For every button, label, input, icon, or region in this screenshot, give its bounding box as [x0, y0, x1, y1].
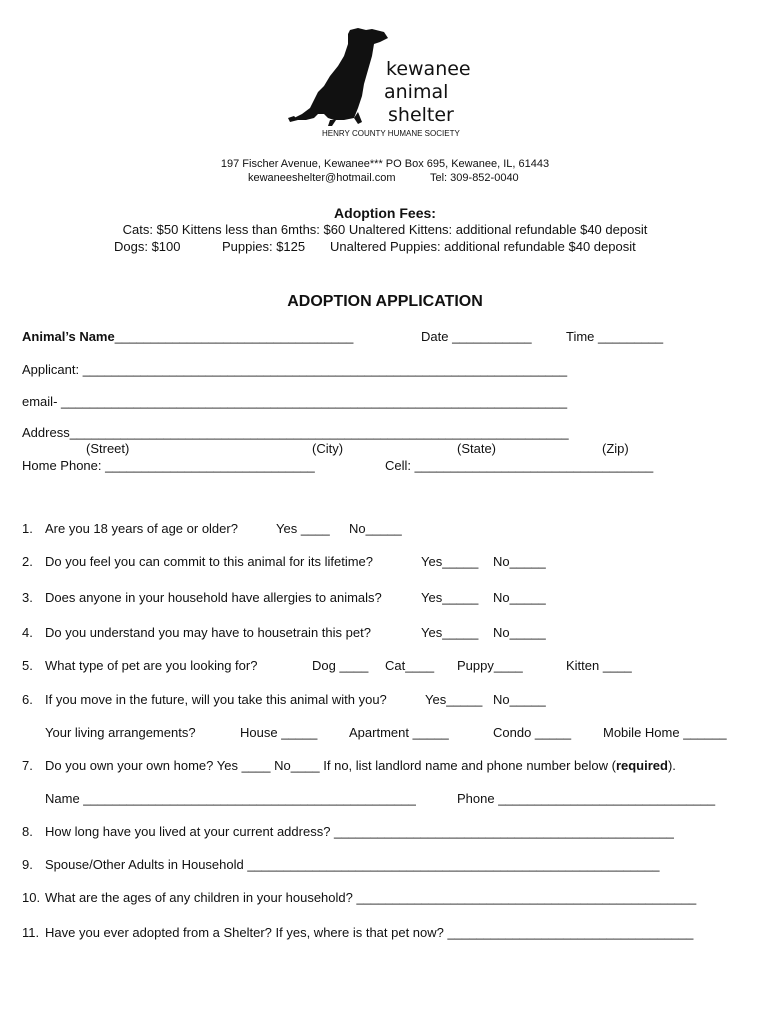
fees-title: Adoption Fees:	[334, 205, 436, 221]
q7-main: Do you own your own home? Yes ____ No____ If no, list landlord name and phone number below (	[45, 758, 616, 773]
q5-text: What type of pet are you looking for?	[45, 658, 258, 673]
animal-name-blank: _________________________________	[114, 329, 354, 344]
q4-no[interactable]: No_____	[493, 625, 546, 640]
landlord-name-field[interactable]: Name ______________________________________________	[45, 791, 416, 806]
fees-line-cats: Cats: $50 Kittens less than 6mths: $60 Unaltered Kittens: additional refundable $40 deposit	[122, 222, 648, 237]
q2-no[interactable]: No_____	[493, 554, 546, 569]
time-field[interactable]: Time _________	[566, 329, 664, 344]
logo-text-animal: animal	[384, 81, 449, 103]
email-field[interactable]: email- ______________________________________________________________________	[22, 394, 568, 409]
q4-number: 4.	[22, 625, 33, 640]
q3-yes[interactable]: Yes_____	[421, 590, 479, 605]
q5-kitten[interactable]: Kitten ____	[566, 658, 632, 673]
q1-text: Are you 18 years of age or older?	[45, 521, 238, 536]
q7-number: 7.	[22, 758, 33, 773]
q7-required: required	[615, 758, 668, 773]
q10-number: 10.	[22, 890, 41, 905]
applicant-field[interactable]: Applicant: ___________________________________________________________________	[22, 362, 568, 377]
q1-yes[interactable]: Yes ____	[276, 521, 330, 536]
q9-number: 9.	[22, 857, 33, 872]
q11-number: 11.	[22, 925, 40, 940]
q5-puppy[interactable]: Puppy____	[457, 658, 523, 673]
logo-text-kewanee: kewanee	[386, 58, 471, 80]
q1-no[interactable]: No_____	[349, 521, 402, 536]
q6-yes[interactable]: Yes_____	[425, 692, 483, 707]
q2-text: Do you feel you can commit to this animal for its lifetime?	[45, 554, 374, 569]
home-phone-field[interactable]: Home Phone: _____________________________	[22, 458, 315, 473]
living-apartment[interactable]: Apartment _____	[349, 725, 449, 740]
shelter-phone: Tel: 309-852-0040	[430, 172, 519, 184]
q9-text[interactable]: Spouse/Other Adults in Household _________________________________________________________	[45, 857, 660, 872]
q2-number: 2.	[22, 554, 33, 569]
logo-text-shelter: shelter	[388, 104, 454, 126]
q8-number: 8.	[22, 824, 33, 839]
shelter-email: kewaneeshelter@hotmail.com	[248, 172, 396, 184]
q3-no[interactable]: No_____	[493, 590, 546, 605]
q11-text[interactable]: Have you ever adopted from a Shelter? If yes, where is that pet now? __________________________________	[45, 925, 694, 940]
fees-puppies: Puppies: $125	[222, 239, 306, 254]
living-mobile-home[interactable]: Mobile Home ______	[603, 725, 727, 740]
animal-name-label: Animal’s Name	[22, 329, 115, 344]
q4-text: Do you understand you may have to housetrain this pet?	[45, 625, 371, 640]
form-title: ADOPTION APPLICATION	[287, 293, 483, 310]
q1-number: 1.	[22, 521, 33, 536]
zip-label: (Zip)	[602, 441, 629, 456]
q3-text: Does anyone in your household have allergies to animals?	[45, 590, 382, 605]
state-label: (State)	[457, 441, 497, 456]
cell-field[interactable]: Cell: _________________________________	[385, 458, 654, 473]
street-label: (Street)	[86, 441, 130, 456]
q2-yes[interactable]: Yes_____	[421, 554, 479, 569]
shelter-address: 197 Fischer Avenue, Kewanee*** PO Box 695, Kewanee, IL, 61443	[220, 158, 550, 170]
fees-dogs: Dogs: $100	[114, 239, 181, 254]
living-house[interactable]: House _____	[240, 725, 318, 740]
q7-end: ).	[667, 758, 676, 773]
landlord-phone-field[interactable]: Phone ______________________________	[457, 791, 716, 806]
q10-text[interactable]: What are the ages of any children in your household? _______________________________________________	[45, 890, 697, 905]
dog-logo-icon	[288, 26, 398, 128]
q5-number: 5.	[22, 658, 33, 673]
date-field[interactable]: Date ___________	[421, 329, 532, 344]
city-label: (City)	[312, 441, 344, 456]
living-condo[interactable]: Condo _____	[493, 725, 572, 740]
q5-cat[interactable]: Cat____	[385, 658, 435, 673]
q8-text[interactable]: How long have you lived at your current address? _______________________________________________	[45, 824, 674, 839]
q6-text: If you move in the future, will you take this animal with you?	[45, 692, 387, 707]
q3-number: 3.	[22, 590, 33, 605]
q7-text[interactable]	[45, 758, 676, 773]
q4-yes[interactable]: Yes_____	[421, 625, 479, 640]
q6-no[interactable]: No_____	[493, 692, 546, 707]
q5-dog[interactable]: Dog ____	[312, 658, 369, 673]
fees-unaltered-puppies: Unaltered Puppies: additional refundable $40 deposit	[330, 239, 636, 254]
living-arrangements-label: Your living arrangements?	[45, 725, 196, 740]
q6-number: 6.	[22, 692, 33, 707]
animal-name-field[interactable]	[22, 329, 353, 344]
address-field[interactable]: Address_____________________________________________________________________	[22, 425, 569, 440]
logo-tagline: HENRY COUNTY HUMANE SOCIETY	[322, 129, 460, 138]
